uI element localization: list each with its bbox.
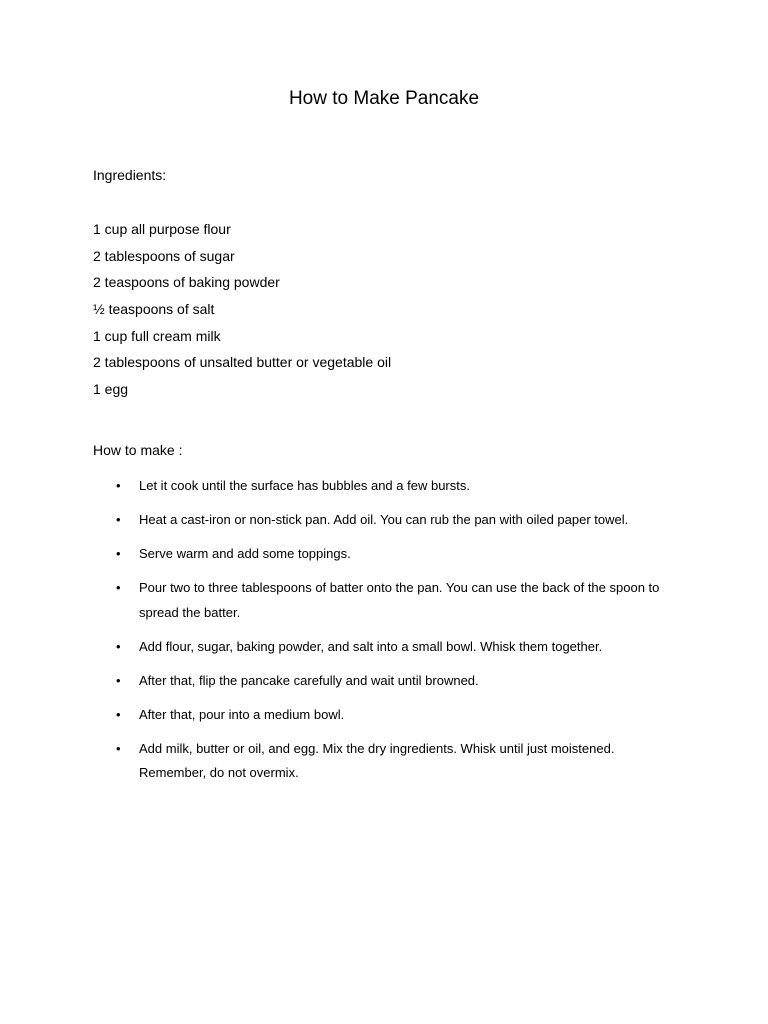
ingredient-item: 1 cup full cream milk <box>93 327 221 344</box>
ingredient-item: 1 egg <box>93 381 129 398</box>
step-item <box>116 542 676 567</box>
ingredients-heading: Ingredients: <box>93 167 167 183</box>
step-item <box>116 635 676 660</box>
bullet-icon: • <box>116 672 121 688</box>
bullet-icon: • <box>116 512 121 527</box>
howto-heading: How to make : <box>93 442 183 458</box>
step-item <box>116 669 676 694</box>
bullet-icon: • <box>116 740 121 756</box>
step-text: Pour two to three tablespoons of batter onto the pan. You can use the back of the spoon to spread the batter. <box>139 580 660 620</box>
step-text: After that, pour into a medium bowl. <box>139 706 345 722</box>
ingredient-item: 2 tablespoons of sugar <box>93 247 235 264</box>
bullet-icon: • <box>116 580 121 595</box>
step-item <box>116 576 676 625</box>
step-text: Add flour, sugar, baking powder, and salt into a small bowl. Whisk them together. <box>139 638 603 654</box>
step-text: Add milk, butter or oil, and egg. Mix the dry ingredients. Whisk until just moistened. Remember, do not overmix. <box>139 740 615 780</box>
step-text: Heat a cast-iron or non-stick pan. Add oil. You can rub the pan with oiled paper towel. <box>139 512 629 527</box>
ingredient-list <box>93 219 391 406</box>
ingredient-item: 2 tablespoons of unsalted butter or vegetable oil <box>93 354 392 371</box>
steps-list <box>116 474 676 795</box>
bullet-icon: • <box>116 478 121 493</box>
ingredient-item: ½ teaspoons of salt <box>93 301 215 318</box>
step-text: Let it cook until the surface has bubbles and a few bursts. <box>139 478 470 493</box>
ingredient-item: 2 teaspoons of baking powder <box>93 274 280 291</box>
document-title: How to Make Pancake <box>288 88 480 109</box>
step-item <box>116 508 676 533</box>
bullet-icon: • <box>116 546 121 561</box>
bullet-icon: • <box>116 706 121 722</box>
step-item <box>116 474 676 499</box>
bullet-icon: • <box>116 638 121 654</box>
step-item <box>116 737 676 786</box>
step-text: After that, flip the pancake carefully and wait until browned. <box>139 672 479 688</box>
ingredient-item: 1 cup all purpose flour <box>93 221 231 237</box>
step-item <box>116 703 676 728</box>
step-text: Serve warm and add some toppings. <box>139 546 351 561</box>
